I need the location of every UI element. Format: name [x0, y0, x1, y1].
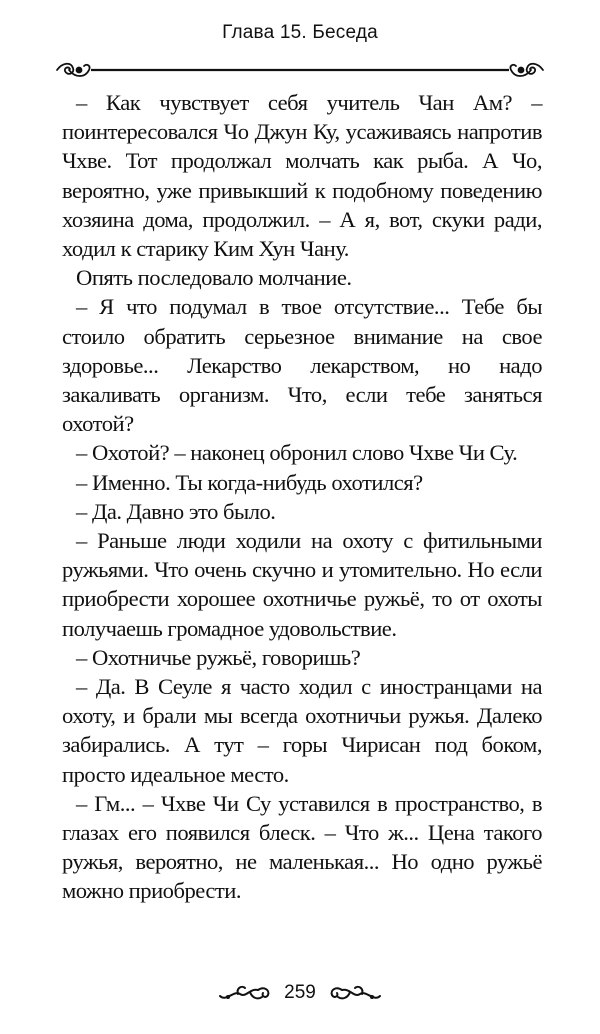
running-header: Глава 15. Беседа	[222, 22, 378, 43]
paragraph: – Как чувствует себя учитель Чан Ам? – поинтересовался Чо Джун Ку, усаживаясь напротив Чхве. Тот продолжал молчать как рыба. А Чо, вероятно, уже привыкший к подобному поведению хозяина дома, продолжил. – А я, вот, скуки ради, ходил к старику Ким Хун Чану.	[62, 90, 542, 262]
left-flourish-icon	[57, 64, 90, 76]
paragraph: – Да. В Сеуле я часто ходил с иностранцами на охоту, и брали мы всегда охотничьи ружья. Далеко забирались. А тут – горы Чирисан под боком, просто идеальное место.	[62, 674, 542, 787]
paragraph: – Я что подумал в твое отсутствие... Тебе бы стоило обратить серьезное внимание на свое здоровье... Лекарство лекарством, но надо закаливать организм. Что, если тебе заняться охотой?	[62, 294, 542, 437]
body-text	[62, 88, 542, 906]
paragraph: – Да. Давно это было.	[76, 498, 276, 524]
paragraph: – Раньше люди ходили на охоту с фитильными ружьями. Что очень скучно и утомительно. Но если приобрести хорошее охотничье ружьё, то от охоты получаешь громадное удовольствие.	[62, 528, 542, 641]
paragraph: – Именно. Ты когда-нибудь охотился?	[76, 469, 423, 495]
header-ornamental-rule	[55, 58, 545, 82]
page-number: 259	[284, 982, 316, 1003]
footer-right-ornament-icon	[326, 982, 382, 1004]
page-footer	[0, 978, 600, 1008]
footer-left-ornament-icon	[218, 982, 274, 1004]
paragraph: – Охотой? – наконец обронил слово Чхве Чи Су.	[76, 440, 518, 466]
right-flourish-icon	[510, 64, 543, 76]
paragraph: Опять последовало молчание.	[76, 265, 352, 291]
paragraph: – Гм... – Чхве Чи Су уставился в пространство, в глазах его появился блеск. – Что ж... Цена такого ружья, вероятно, не маленькая... Но одно ружьё можно приобрести.	[62, 790, 542, 904]
paragraph: – Охотничье ружьё, говоришь?	[76, 644, 361, 670]
